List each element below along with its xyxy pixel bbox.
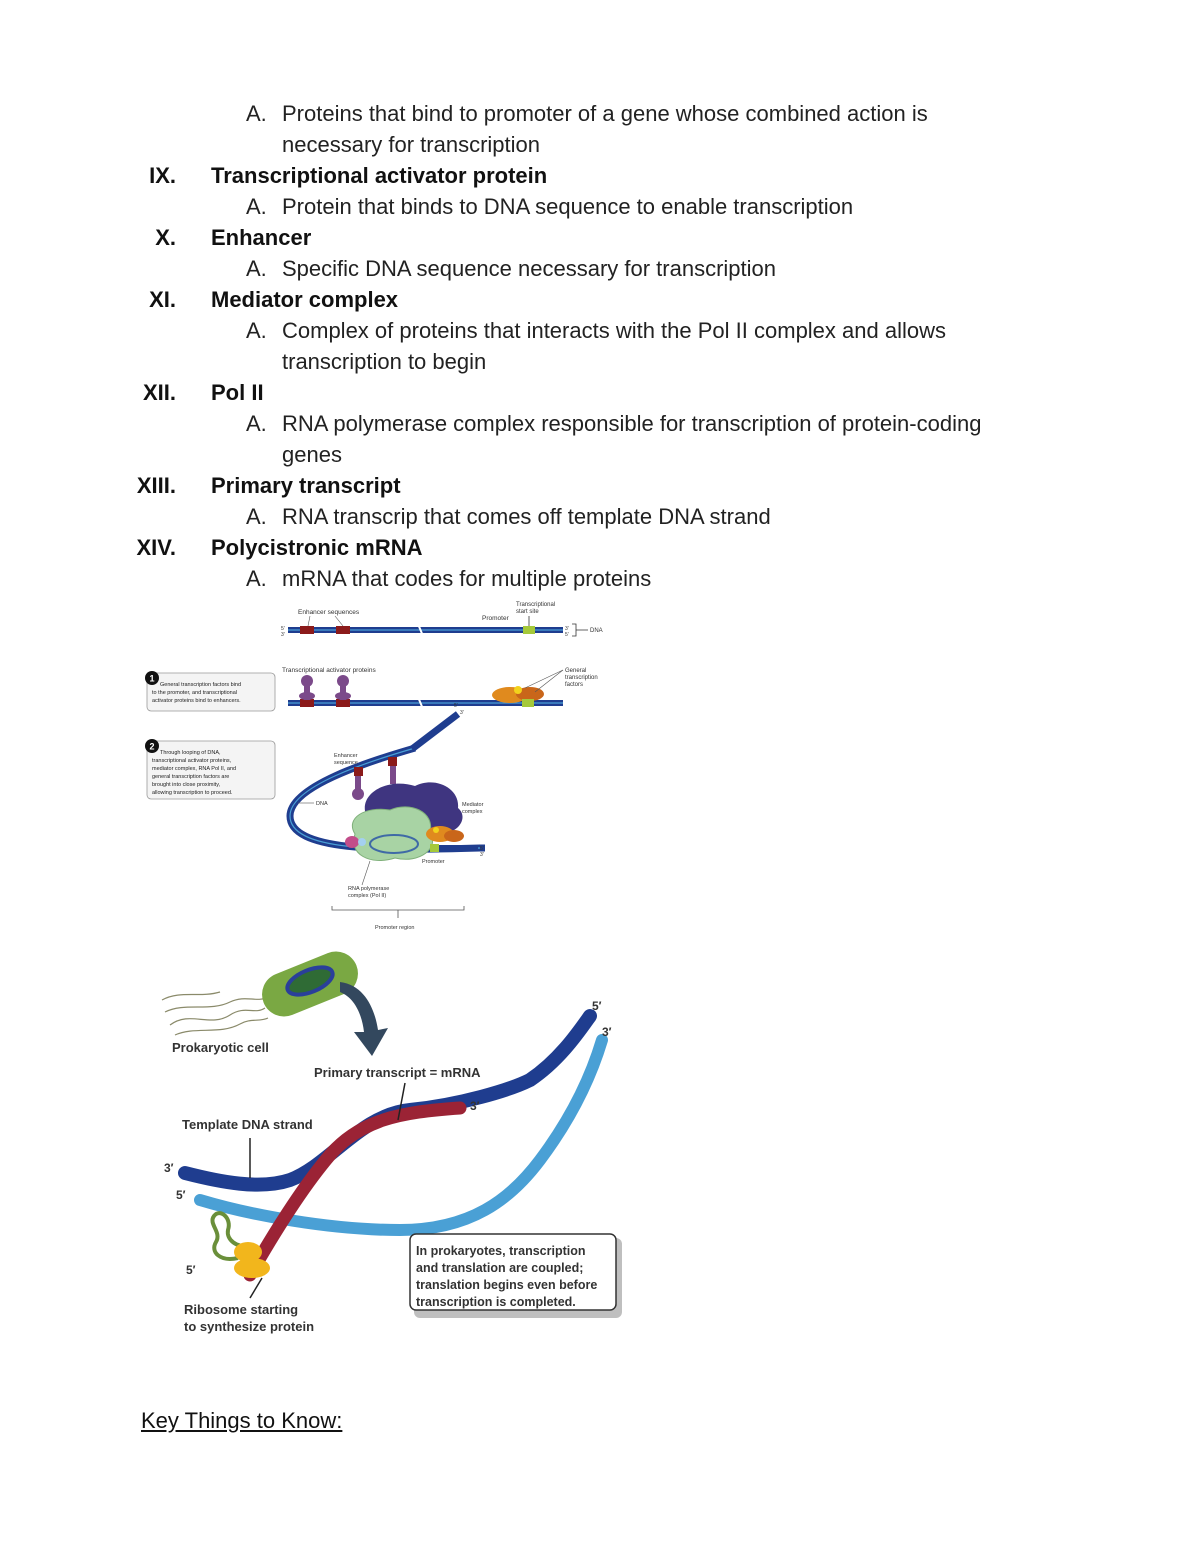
transcriptional-start-site-label: start site: [516, 609, 539, 615]
rna-polymerase-leader: [362, 861, 370, 885]
enhancer-label-leader: [308, 616, 310, 626]
activator-proteins-label: Transcriptional activator proteins: [282, 667, 376, 674]
step-number: 1: [149, 673, 155, 684]
activator-protein: [335, 675, 351, 700]
mediator-complex-label: Mediator: [462, 802, 484, 808]
outline-item: [0, 222, 1200, 253]
step-2-text: brought into close proximity,: [152, 782, 221, 788]
outline-subitem: [0, 253, 1200, 284]
enhancer-sequence-block: [300, 626, 314, 634]
step-2-text: mediator complex, RNA Pol II, and: [152, 766, 237, 772]
step-2-text: allowing transcription to proceed.: [152, 790, 233, 796]
subitem-text: genes: [282, 442, 342, 467]
outline-item: [0, 160, 1200, 191]
promoter-region-label: Promoter region: [375, 925, 415, 931]
general-tf-label: factors: [565, 682, 584, 688]
item-number: XIII.: [136, 473, 176, 498]
enhancer-sequence-block: [354, 767, 363, 776]
glossary-outline: [0, 98, 1200, 594]
callout-text: In prokaryotes, transcription: [416, 1244, 586, 1258]
outline-item: [0, 377, 1200, 408]
prokaryotic-cell-label: Prokaryotic cell: [172, 1040, 269, 1055]
promoter-block: [523, 626, 535, 634]
subitem-text: transcription to begin: [282, 349, 487, 374]
primary-transcript-label: Primary transcript = mRNA: [314, 1065, 481, 1080]
outline-item: [0, 470, 1200, 501]
ribosome-label: to synthesize protein: [184, 1319, 315, 1334]
rna-polymerase-label: RNA polymerase: [348, 886, 390, 892]
subitem-text: Proteins that bind to promoter of a gene whose combined action is: [282, 101, 928, 126]
outline-item: [0, 284, 1200, 315]
five-prime-label: 5′: [454, 703, 458, 709]
item-number: XII.: [142, 380, 176, 405]
outline-subitem: [0, 563, 1200, 594]
five-prime-label: 5′: [186, 1263, 196, 1277]
outline-subitem-continued: [0, 346, 1200, 377]
item-term: Polycistronic mRNA: [211, 535, 423, 560]
subitem-letter: A.: [246, 101, 267, 126]
step-2-callout: [145, 739, 275, 799]
subitem-letter: A.: [246, 411, 267, 436]
subitem-text: mRNA that codes for multiple proteins: [282, 566, 652, 591]
coupling-callout: [410, 1234, 622, 1318]
dna-loop-label: DNA: [316, 801, 328, 807]
ribosome-label: Ribosome starting: [184, 1302, 299, 1317]
enhancer-label-leader: [335, 616, 343, 626]
activator-protein: [299, 675, 315, 700]
enhancer-sequence-block: [300, 699, 314, 707]
enhancer-sequence-block: [388, 757, 397, 766]
subitem-text: RNA transcrip that comes off template DNA strand: [282, 504, 771, 529]
callout-text: and translation are coupled;: [416, 1261, 584, 1275]
promoter-label: Promoter: [482, 615, 509, 622]
callout-text: translation begins even before: [416, 1278, 598, 1292]
outline-subitem-continued: [0, 129, 1200, 160]
outline-subitem-continued: [0, 439, 1200, 470]
enhancer-sequence-label: sequence: [334, 760, 358, 766]
mediator-complex-label: complex: [462, 809, 483, 815]
callout-text: transcription is completed.: [416, 1295, 576, 1309]
item-term: Mediator complex: [211, 287, 399, 312]
step-2-text: general transcription factors are: [152, 774, 230, 780]
subitem-letter: A.: [246, 504, 267, 529]
item-term: Primary transcript: [211, 473, 401, 498]
prokaryotic-transcription-figure: [150, 940, 630, 1340]
five-prime-label: 5′: [565, 632, 569, 638]
step-2-text: Through looping of DNA,: [160, 750, 221, 756]
dna-label: DNA: [590, 628, 603, 634]
item-term: Transcriptional activator protein: [211, 163, 548, 188]
step-2-text: transcriptional activator proteins,: [152, 758, 232, 764]
subitem-text: necessary for transcription: [282, 132, 540, 157]
step-1-text: to the promoter, and transcriptional: [152, 690, 237, 696]
step-1-text: activator proteins bind to enhancers.: [152, 698, 241, 704]
general-tf-label: transcription: [565, 675, 598, 681]
item-term: Pol II: [211, 380, 264, 405]
transcription-initiation-figure: [140, 596, 620, 941]
subitem-text: Specific DNA sequence necessary for transcription: [282, 256, 777, 281]
step-1-callout: [145, 671, 275, 711]
subitem-text: Complex of proteins that interacts with the Pol II complex and allows: [282, 318, 946, 343]
step-number: 2: [149, 741, 155, 752]
three-prime-label: 3′: [470, 1099, 480, 1113]
outline-subitem: [0, 98, 1200, 129]
outline-item: [0, 532, 1200, 563]
step-1-text: General transcription factors bind: [160, 682, 242, 688]
five-prime-label: 5′: [592, 999, 602, 1013]
three-prime-label: 3′: [460, 710, 464, 716]
promoter-region-bracket: [332, 906, 464, 918]
zoom-arrow-icon: [340, 982, 388, 1056]
enhancer-sequences-label: Enhancer sequences: [298, 609, 360, 616]
three-prime-label: 3′: [602, 1025, 612, 1039]
transcriptional-start-site-label: Transcriptional: [516, 602, 556, 608]
transcription-factor-pink: [345, 836, 359, 848]
outline-subitem: [0, 191, 1200, 222]
outline-subitem: [0, 315, 1200, 346]
subitem-text: RNA polymerase complex responsible for transcription of protein-coding: [282, 411, 982, 436]
prokaryotic-cell-icon: [162, 945, 365, 1035]
enhancer-sequence-block: [336, 626, 350, 634]
item-number: X.: [155, 225, 176, 250]
outline-subitem: [0, 501, 1200, 532]
rna-polymerase-label: complex (Pol II): [348, 893, 387, 899]
item-number: IX.: [149, 163, 176, 188]
three-prime-label: 3′: [281, 632, 285, 638]
promoter-label: Promoter: [422, 859, 445, 865]
enhancer-sequence-label: Enhancer: [334, 753, 358, 759]
three-prime-label: 3′: [480, 852, 484, 858]
dna-bracket: [572, 624, 588, 636]
three-prime-label: 3′: [164, 1161, 174, 1175]
general-tf-label: General: [565, 668, 587, 674]
item-number: XIV.: [136, 535, 176, 560]
template-dna-label: Template DNA strand: [182, 1117, 313, 1132]
subitem-letter: A.: [246, 318, 267, 343]
item-term: Enhancer: [211, 225, 312, 250]
outline-subitem: [0, 408, 1200, 439]
item-number: XI.: [149, 287, 176, 312]
dna-loop-upper-end: [412, 714, 458, 749]
subitem-letter: A.: [246, 566, 267, 591]
subitem-letter: A.: [246, 194, 267, 219]
enhancer-sequence-block: [336, 699, 350, 707]
three-prime-label: 3′: [565, 626, 569, 632]
five-prime-label: 5′: [480, 846, 484, 852]
five-prime-label: 5′: [176, 1188, 186, 1202]
five-prime-label: 5′: [281, 626, 285, 632]
key-things-heading: Key Things to Know:: [141, 1408, 343, 1433]
subitem-text: Protein that binds to DNA sequence to enable transcription: [282, 194, 854, 219]
subitem-letter: A.: [246, 256, 267, 281]
transcription-factor-blue: [358, 838, 366, 846]
